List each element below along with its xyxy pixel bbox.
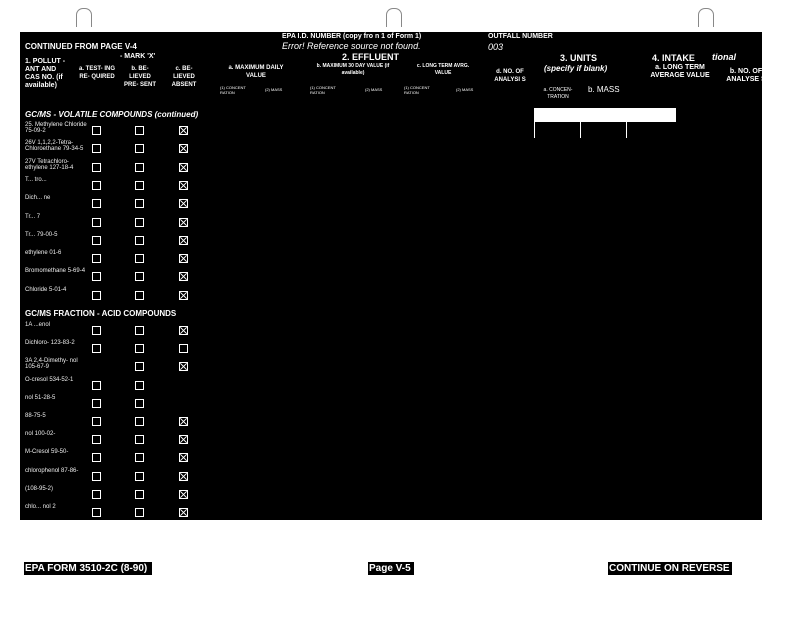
pollutant-label: nol 100-02- (25, 431, 56, 438)
units-divider-left (534, 122, 535, 138)
checkbox-a[interactable] (92, 199, 101, 208)
section-acid-title: GC/MS FRACTION - ACID COMPOUNDS (25, 309, 177, 318)
continue-on-reverse: CONTINUE ON REVERSE (609, 563, 730, 574)
col-intake-no-analyses-header: b. NO. OF ANALYSE S (726, 68, 766, 83)
outfall-number-value: 003 (488, 42, 504, 52)
checkbox-b[interactable] (135, 291, 144, 300)
form-page (20, 32, 766, 520)
col-believed-present-header: b. BE- LIEVED PRE- SENT (123, 66, 156, 88)
units-divider-right (626, 122, 627, 138)
checkbox-c[interactable] (179, 326, 188, 335)
checkbox-a[interactable] (92, 399, 101, 408)
pollutant-label: 1A ...enol (25, 322, 51, 328)
epa-id-label: EPA I.D. NUMBER (copy fro n 1 of Form 1) (282, 33, 422, 40)
checkbox-b[interactable] (135, 344, 144, 353)
checkbox-c[interactable] (179, 472, 188, 481)
pollutant-label: Tr... 7 (25, 213, 41, 220)
checkbox-a[interactable] (92, 435, 101, 444)
checkbox-b[interactable] (135, 453, 144, 462)
checkbox-a[interactable] (92, 453, 101, 462)
col-max-30-header: b. MAXIMUM 30 DAY VALUE (if available) (316, 63, 390, 76)
pollutant-label: O-cresol 534-52-1 (25, 376, 74, 383)
checkbox-b[interactable] (135, 144, 144, 153)
sub-mass-1: (2) MASS (265, 87, 283, 92)
outfall-number-label: OUTFALL NUMBER (488, 33, 553, 40)
right-edge-mark (776, 334, 782, 335)
checkbox-c[interactable] (179, 291, 188, 300)
right-edge-mark (776, 354, 782, 355)
checkbox-b[interactable] (135, 218, 144, 227)
pollutant-label: Bromomethane 5-69-4 (25, 268, 86, 275)
checkbox-a[interactable] (92, 381, 101, 390)
section-volatile-title: GC/MS - VOLATILE COMPOUNDS (continued) (25, 110, 199, 119)
checkbox-a[interactable] (92, 126, 101, 135)
checkbox-b[interactable] (135, 254, 144, 263)
punch-hole-right (698, 8, 714, 27)
checkbox-a[interactable] (92, 144, 101, 153)
right-edge-mark (776, 375, 782, 376)
sub-mass-2: (2) MASS (365, 87, 383, 92)
pollutant-label: M-Cresol 59-50- (25, 449, 69, 456)
checkbox-b[interactable] (135, 490, 144, 499)
checkbox-c[interactable] (179, 490, 188, 499)
sub-concentration-3: (1) CONCENT RATION (404, 85, 430, 95)
sub-mass-3: (2) MASS (456, 87, 474, 92)
pollutant-label: Chloride 5-01-4 (25, 286, 67, 293)
checkbox-b[interactable] (135, 381, 144, 390)
pollutant-label: T... tro... (25, 176, 47, 183)
checkbox-a[interactable] (92, 181, 101, 190)
checkbox-a[interactable] (92, 163, 101, 172)
col-effluent-header: 2. EFFLUENT (342, 52, 400, 62)
checkbox-c[interactable] (179, 126, 188, 135)
col-units-header: 3. UNITS (560, 53, 598, 63)
col-intake-header: 4. INTAKE (652, 53, 695, 63)
sub-concentration-2: (1) CONCENT RATION (310, 85, 336, 95)
pollutant-label: 26V 1,1,2,2-Tetra- Chloroethane 79-34-5 (25, 140, 84, 153)
sub-units-mass: b. MASS (588, 85, 620, 94)
col-specify-header: (specify if blank) (544, 64, 608, 73)
checkbox-b[interactable] (135, 417, 144, 426)
optional-label: tional (712, 52, 736, 62)
col-pollutant-header: 1. POLLUT - ANT AND CAS NO. (if available) (25, 58, 66, 89)
checkbox-a[interactable] (92, 472, 101, 481)
pollutant-label: Dichloro- 123-83-2 (25, 340, 75, 347)
form-number: EPA FORM 3510-2C (8-90) (25, 563, 148, 574)
checkbox-b[interactable] (135, 362, 144, 371)
checkbox-a[interactable] (92, 272, 101, 281)
col-mark-x-header: - MARK 'X' (120, 53, 156, 60)
pollutant-label: nol 51-28-5 (25, 394, 56, 401)
continued-from-label: CONTINUED FROM PAGE V-4 (25, 42, 137, 51)
checkbox-a[interactable] (92, 326, 101, 335)
checkbox-a[interactable] (92, 236, 101, 245)
checkbox-b[interactable] (135, 399, 144, 408)
error-message: Error! Reference source not found. (282, 41, 421, 51)
right-edge-mark (776, 492, 782, 493)
checkbox-c[interactable] (179, 344, 188, 353)
col-believed-absent-header: c. BE- LIEVED ABSENT (171, 66, 197, 88)
checkbox-a[interactable] (92, 344, 101, 353)
pollutant-label: 88-75-5 (25, 413, 46, 419)
checkbox-c[interactable] (179, 199, 188, 208)
col-testing-header: a. TEST- ING RE- QUIRED (78, 66, 115, 80)
checkbox-c[interactable] (179, 163, 188, 172)
checkbox-a[interactable] (92, 490, 101, 499)
checkbox-a[interactable] (92, 218, 101, 227)
checkbox-c[interactable] (179, 435, 188, 444)
checkbox-b[interactable] (135, 272, 144, 281)
checkbox-b[interactable] (135, 508, 144, 517)
checkbox-a[interactable] (92, 508, 101, 517)
checkbox-c[interactable] (179, 144, 188, 153)
units-divider-mid (580, 122, 581, 138)
checkbox-b[interactable] (135, 435, 144, 444)
units-entry-field[interactable] (534, 108, 676, 122)
checkbox-b[interactable] (135, 181, 144, 190)
checkbox-c[interactable] (179, 254, 188, 263)
checkbox-c[interactable] (179, 181, 188, 190)
pollutant-label: ethylene 01-6 (25, 250, 62, 257)
checkbox-c[interactable] (179, 508, 188, 517)
sub-units-concentration: a. CONCEN- TRATION (543, 87, 573, 100)
right-edge-mark (776, 422, 782, 423)
col-long-term-avg-header: a. LONG TERM AVERAGE VALUE (650, 64, 710, 79)
pollutant-label: Tr... 79-00-5 (25, 231, 58, 238)
checkbox-b[interactable] (135, 236, 144, 245)
pollutant-label: 25. Methylene Chloride 75-09-2 (25, 122, 87, 134)
checkbox-b[interactable] (135, 163, 144, 172)
checkbox-a[interactable] (92, 417, 101, 426)
checkbox-c[interactable] (179, 362, 188, 371)
pollutant-label: chlorophenol 87-86- (25, 467, 79, 474)
col-max-daily-header: a. MAXIMUM DAILY VALUE (228, 65, 284, 79)
pollutant-label: Dich... ne (25, 195, 51, 202)
checkbox-c[interactable] (179, 417, 188, 426)
pollutant-label: chlo... nol 2 (25, 504, 56, 510)
checkbox-b[interactable] (135, 326, 144, 335)
punch-hole-left (76, 8, 92, 27)
checkbox-b[interactable] (135, 126, 144, 135)
checkbox-a[interactable] (92, 291, 101, 300)
checkbox-b[interactable] (135, 472, 144, 481)
col-long-term-header: c. LONG TERM AVRG. VALUE (416, 63, 470, 76)
right-edge-mark (776, 469, 782, 470)
checkbox-c[interactable] (179, 453, 188, 462)
checkbox-a[interactable] (92, 254, 101, 263)
punch-hole-center (386, 8, 402, 27)
page-number: Page V-5 (369, 563, 411, 574)
pollutant-label: 27V Tetrachloro- ethylene 127-18-4 (25, 158, 74, 171)
checkbox-c[interactable] (179, 236, 188, 245)
pollutant-label: 3A 2,4-Dimethy- nol 105-67-9 (25, 358, 78, 371)
checkbox-b[interactable] (135, 199, 144, 208)
right-edge-mark (776, 445, 782, 446)
pollutant-label: (108-95-2) (25, 485, 54, 492)
sub-concentration-1: (1) CONCENT RATION (220, 85, 246, 95)
checkbox-c[interactable] (179, 272, 188, 281)
col-no-analyses-header: d. NO. OF ANALYSI S (494, 69, 526, 83)
right-edge-mark (776, 397, 782, 398)
checkbox-c[interactable] (179, 218, 188, 227)
